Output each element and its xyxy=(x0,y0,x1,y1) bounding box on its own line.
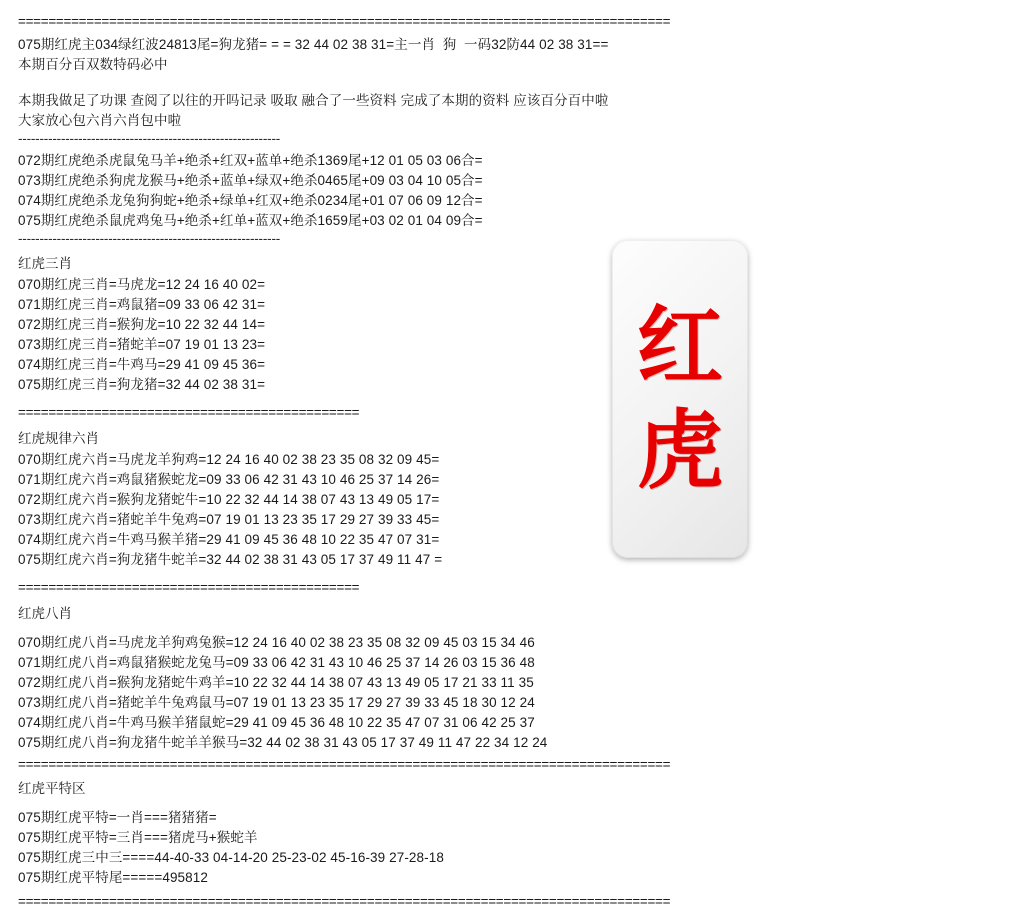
header-line-2: 本期百分百双数特码必中 xyxy=(18,57,168,72)
section-title-three: 红虎三肖 xyxy=(18,256,72,271)
spacer xyxy=(18,75,1008,91)
eight-line-6: 075期红虎八肖=狗龙猪牛蛇羊羊猴马=32 44 02 38 31 43 05 17 37 49 11 47 22 34 12 24 xyxy=(18,735,548,750)
intro-line-1: 本期我做足了功课 查阅了以往的开吗记录 吸取 融合了一些资料 完成了本期的资料 应该百分百中啦 xyxy=(18,93,609,108)
spacer xyxy=(18,570,1008,580)
three-line-4: 073期红虎三肖=猪蛇羊=07 19 01 13 23= xyxy=(18,337,266,352)
eight-line-1: 070期红虎八肖=马虎龙羊狗鸡兔猴=12 24 16 40 02 38 23 35 08 32 09 45 03 15 34 46 xyxy=(18,635,535,650)
dash-divider-1: ------------------------------------------------------------- xyxy=(18,131,281,146)
intro-line-2: 大家放心包六肖六肖包中啦 xyxy=(18,113,182,128)
three-line-1: 070期红虎三肖=马虎龙=12 24 16 40 02= xyxy=(18,277,266,292)
spacer xyxy=(18,420,1008,428)
header-line-1: 075期红虎主034绿红波24813尾=狗龙猪= = = 32 44 02 38 31=主一肖 狗 一码32防44 02 38 31== xyxy=(18,37,609,52)
eight-line-3: 072期红虎八肖=猴狗龙猪蛇牛鸡羊=10 22 32 44 14 38 07 43 13 49 05 17 21 33 11 35 xyxy=(18,675,534,690)
three-line-6: 075期红虎三肖=狗龙猪=32 44 02 38 31= xyxy=(18,377,266,392)
six-line-6: 075期红虎六肖=狗龙猪牛蛇羊=32 44 02 38 31 43 05 17 37 49 11 47 = xyxy=(18,552,443,567)
three-line-3: 072期红虎三肖=猴狗龙=10 22 32 44 14= xyxy=(18,317,266,332)
dash-divider-2: ------------------------------------------------------------- xyxy=(18,231,281,246)
section-title-six: 红虎规律六肖 xyxy=(18,431,99,446)
six-line-2: 071期红虎六肖=鸡鼠猪猴蛇龙=09 33 06 42 31 43 10 46 25 37 14 26= xyxy=(18,472,440,487)
section-title-ping: 红虎平特区 xyxy=(18,781,86,796)
spacer xyxy=(18,625,1008,633)
juesha-line-1: 072期红虎绝杀虎鼠兔马羊+绝杀+红双+蓝单+绝杀1369尾+12 01 05 03 06合= xyxy=(18,153,483,168)
spacer xyxy=(18,595,1008,603)
ping-line-2: 075期红虎平特=三肖===猪虎马+猴蛇羊 xyxy=(18,830,258,845)
divider-eq-2: ============================================= xyxy=(18,580,360,595)
eight-line-5: 074期红虎八肖=牛鸡马猴羊猪鼠蛇=29 41 09 45 36 48 10 22 35 47 07 31 06 42 25 37 xyxy=(18,715,535,730)
eight-line-4: 073期红虎八肖=猪蛇羊牛兔鸡鼠马=07 19 01 13 23 35 17 29 27 39 33 45 18 30 12 24 xyxy=(18,695,535,710)
card-char-hu: 虎 xyxy=(637,401,723,501)
red-tiger-card xyxy=(612,240,748,558)
three-line-5: 074期红虎三肖=牛鸡马=29 41 09 45 36= xyxy=(18,357,266,372)
ping-line-1: 075期红虎平特=一肖===猪猪猪= xyxy=(18,810,217,825)
juesha-line-2: 073期红虎绝杀狗虎龙猴马+绝杀+蓝单+绿双+绝杀0465尾+09 03 04 10 05合= xyxy=(18,173,483,188)
divider-top: ====================================================================================== xyxy=(18,14,671,29)
section-title-eight: 红虎八肖 xyxy=(18,606,72,621)
eight-line-2: 071期红虎八肖=鸡鼠猪猴蛇龙兔马=09 33 06 42 31 43 10 46 25 37 14 26 03 15 36 48 xyxy=(18,655,535,670)
divider-bottom: ====================================================================================== xyxy=(18,894,671,909)
ping-line-3: 075期红虎三中三====44-40-33 04-14-20 25-23-02 45-16-39 27-28-18 xyxy=(18,850,444,865)
divider-eq-1: ============================================= xyxy=(18,405,360,420)
card-char-hong: 红 xyxy=(637,297,723,397)
ping-line-4: 075期红虎平特尾=====495812 xyxy=(18,870,208,885)
spacer xyxy=(18,800,1008,808)
six-line-3: 072期红虎六肖=猴狗龙猪蛇牛=10 22 32 44 14 38 07 43 13 49 05 17= xyxy=(18,492,440,507)
six-line-1: 070期红虎六肖=马虎龙羊狗鸡=12 24 16 40 02 38 23 35 08 32 09 45= xyxy=(18,452,440,467)
six-line-5: 074期红虎六肖=牛鸡马猴羊猪=29 41 09 45 36 48 10 22 35 47 07 31= xyxy=(18,532,440,547)
six-line-4: 073期红虎六肖=猪蛇羊牛兔鸡=07 19 01 13 23 35 17 29 27 39 33 45= xyxy=(18,512,440,527)
spacer xyxy=(18,395,1008,405)
divider-eq-3: ====================================================================================== xyxy=(18,757,671,772)
juesha-line-4: 075期红虎绝杀鼠虎鸡兔马+绝杀+红单+蓝双+绝杀1659尾+03 02 01 04 09合= xyxy=(18,213,483,228)
three-line-2: 071期红虎三肖=鸡鼠猪=09 33 06 42 31= xyxy=(18,297,266,312)
document-content xyxy=(18,14,1008,909)
juesha-line-3: 074期红虎绝杀龙兔狗狗蛇+绝杀+绿单+红双+绝杀0234尾+01 07 06 09 12合= xyxy=(18,193,483,208)
